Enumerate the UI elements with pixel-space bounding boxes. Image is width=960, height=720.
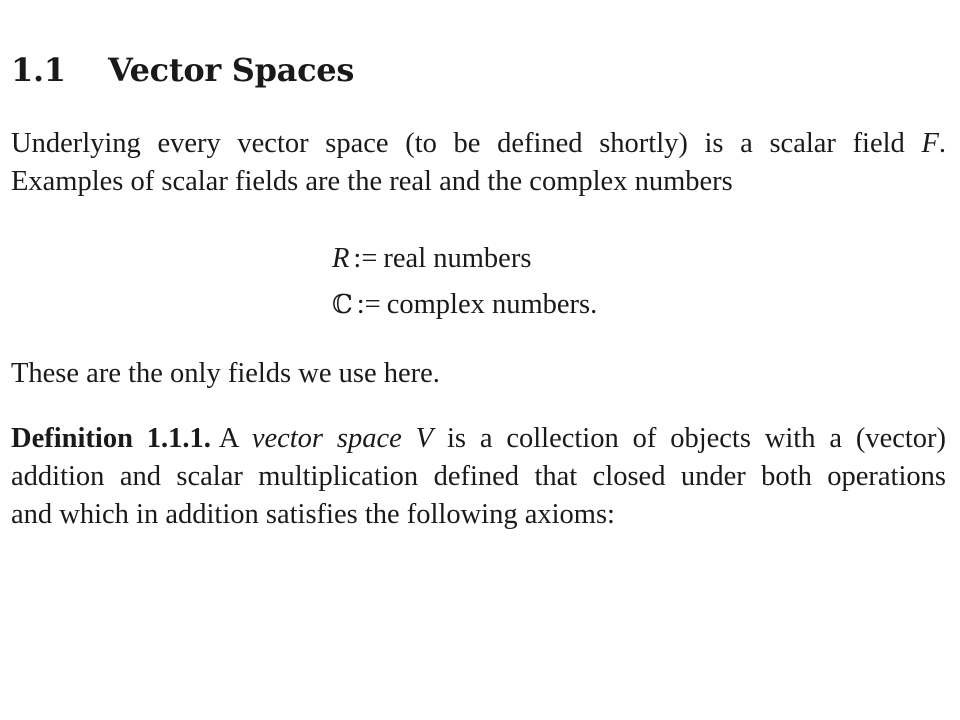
fields-remark-paragraph (11, 355, 946, 393)
section-heading (11, 50, 354, 90)
definition-line-1 (11, 420, 946, 458)
math-row-complex (332, 282, 597, 328)
intro-line-1-text: Underlying every vector space (to be defined shortly) is a scalar field (11, 128, 905, 159)
fields-remark-text: These are the only fields we use here. (11, 358, 440, 389)
definition-operator: := (356, 289, 381, 320)
intro-line-1 (11, 125, 946, 163)
definition-line-2: addition and scalar multiplication defined that closed under both operations (11, 461, 946, 492)
definition-label: Definition 1.1.1. (11, 423, 211, 454)
complex-symbol: ℂ (332, 290, 353, 320)
definition-article: A (218, 423, 238, 454)
real-numbers-text: real numbers (383, 243, 532, 274)
vector-space-variable-v: V (415, 423, 434, 454)
intro-line-2: Examples of scalar fields are the real and the complex numbers (11, 166, 733, 197)
complex-numbers-text: complex numbers. (386, 289, 598, 320)
math-row-real (332, 236, 597, 282)
definition-line-3: and which in addition satisfies the following axioms: (11, 499, 615, 530)
display-math-block (332, 236, 597, 328)
section-number: 1.1 (11, 51, 66, 89)
definition-operator: := (353, 243, 378, 274)
intro-paragraph (11, 125, 946, 201)
definition-term: vector space (251, 423, 402, 454)
section-title: Vector Spaces (108, 51, 355, 89)
intro-line-1-end: . (938, 128, 947, 159)
definition-line-1-rest: is a collection of objects with a (vector) (446, 423, 947, 454)
real-symbol: R (332, 243, 350, 274)
field-variable-f: F (921, 128, 939, 159)
definition-paragraph (11, 420, 946, 534)
